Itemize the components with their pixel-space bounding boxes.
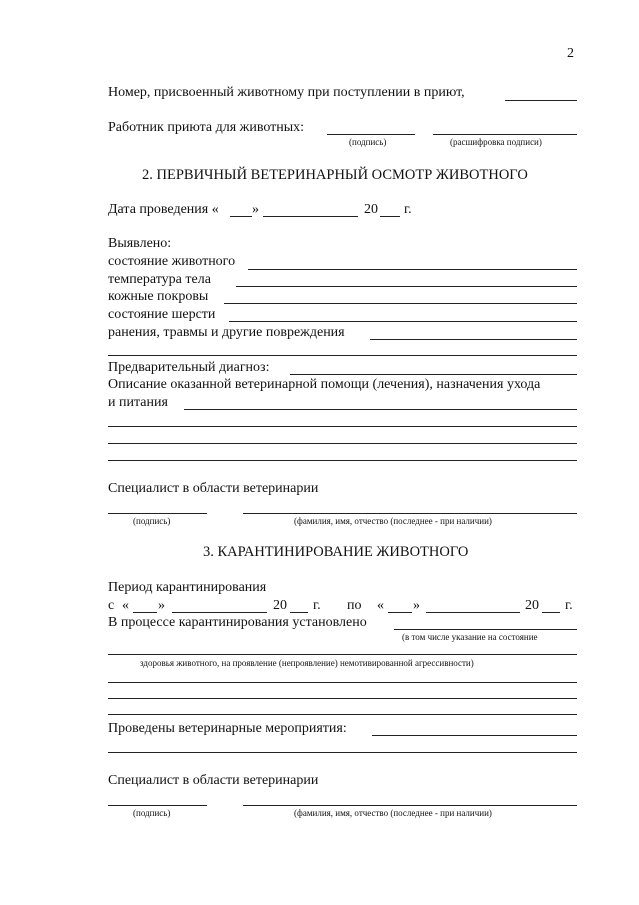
measures-label: Проведены ветеринарные мероприятия: xyxy=(108,721,347,736)
quarantine-to-quote-close: » xyxy=(413,598,420,613)
section2-heading: 2. ПЕРВИЧНЫЙ ВЕТЕРИНАРНЫЙ ОСМОТР ЖИВОТНОГО xyxy=(142,167,528,183)
quarantine-to-year-prefix: 20 xyxy=(525,598,539,613)
skin-field[interactable] xyxy=(224,303,577,304)
measures-field-line2[interactable] xyxy=(108,752,577,753)
worker-signature-caption: (подпись) xyxy=(349,137,387,147)
quarantine-from-year-suffix: г. xyxy=(313,598,321,613)
established-field-line4[interactable] xyxy=(108,698,577,699)
specialist-fio-caption-s3: (фамилия, имя, отчество (последнее - при наличии) xyxy=(294,808,492,818)
fur-field[interactable] xyxy=(229,321,577,322)
treatment-label-line1: Описание оказанной ветеринарной помощи (лечения), назначения ухода xyxy=(108,377,541,392)
specialist-signature-field-s2[interactable] xyxy=(108,513,207,514)
specialist-label-s3: Специалист в области ветеринарии xyxy=(108,773,319,788)
quarantine-from-month-field[interactable] xyxy=(172,612,267,613)
treatment-field-line3[interactable] xyxy=(108,443,577,444)
established-label: В процессе карантинирования установлено xyxy=(108,615,367,630)
quarantine-from-day-field[interactable] xyxy=(133,612,157,613)
quarantine-from-quote-open: « xyxy=(122,598,129,613)
quarantine-to-month-field[interactable] xyxy=(426,612,520,613)
intake-number-label: Номер, присвоенный животному при поступлении в приют, xyxy=(108,85,465,100)
exam-date-quote-close: » xyxy=(252,202,259,217)
established-caption-line2: здоровья животного, на проявление (непроявление) немотивированной агрессивности) xyxy=(140,658,474,668)
specialist-fio-field-s2[interactable] xyxy=(243,513,577,514)
exam-date-month-field[interactable] xyxy=(263,216,358,217)
section3-heading: 3. КАРАНТИНИРОВАНИЕ ЖИВОТНОГО xyxy=(203,544,469,560)
worker-label: Работник приюта для животных: xyxy=(108,120,305,135)
exam-date-year-prefix: 20 xyxy=(364,202,378,217)
established-field[interactable] xyxy=(394,629,577,630)
measures-field[interactable] xyxy=(372,735,577,736)
condition-label: состояние животного xyxy=(108,254,236,269)
specialist-signature-caption-s2: (подпись) xyxy=(133,516,171,526)
worker-signature-field[interactable] xyxy=(327,134,415,135)
established-field-line3[interactable] xyxy=(108,682,577,683)
quarantine-from-quote-close: » xyxy=(158,598,165,613)
treatment-field-line4[interactable] xyxy=(108,460,577,461)
injuries-field[interactable] xyxy=(370,339,577,340)
treatment-field-line2[interactable] xyxy=(108,426,577,427)
intake-number-field[interactable] xyxy=(505,100,577,101)
injuries-label: ранения, травмы и другие повреждения xyxy=(108,325,345,340)
diagnosis-label: Предварительный диагноз: xyxy=(108,360,270,375)
treatment-label-line2: и питания xyxy=(108,395,168,410)
exam-date-label: Дата проведения « xyxy=(108,202,219,217)
condition-field[interactable] xyxy=(248,269,577,270)
quarantine-from-year-prefix: 20 xyxy=(273,598,287,613)
quarantine-to-quote-open: « xyxy=(377,598,384,613)
worker-signature-decoding-caption: (расшифровка подписи) xyxy=(450,137,542,147)
specialist-signature-field-s3[interactable] xyxy=(108,805,207,806)
quarantine-to-year-suffix: г. xyxy=(565,598,573,613)
treatment-field[interactable] xyxy=(184,409,577,410)
page-number: 2 xyxy=(567,46,574,61)
found-label: Выявлено: xyxy=(108,236,172,251)
skin-label: кожные покровы xyxy=(108,289,209,304)
quarantine-to-year-field[interactable] xyxy=(542,612,560,613)
exam-date-year-suffix: г. xyxy=(404,202,412,217)
established-field-line5[interactable] xyxy=(108,714,577,715)
specialist-signature-caption-s3: (подпись) xyxy=(133,808,171,818)
quarantine-from-label: с xyxy=(108,598,115,613)
quarantine-from-year-field[interactable] xyxy=(290,612,308,613)
temperature-label: температура тела xyxy=(108,272,211,287)
diagnosis-field[interactable] xyxy=(290,374,577,375)
quarantine-period-label: Период карантинирования xyxy=(108,580,267,595)
quarantine-to-day-field[interactable] xyxy=(388,612,412,613)
specialist-fio-caption-s2: (фамилия, имя, отчество (последнее - при наличии) xyxy=(294,516,492,526)
specialist-fio-field-s3[interactable] xyxy=(243,805,577,806)
injuries-field-line2[interactable] xyxy=(108,355,577,356)
established-field-line2[interactable] xyxy=(108,654,577,655)
fur-label: состояние шерсти xyxy=(108,307,216,322)
quarantine-to-label: по xyxy=(347,598,362,613)
temperature-field[interactable] xyxy=(236,286,577,287)
exam-date-year-field[interactable] xyxy=(380,216,400,217)
worker-signature-decoding-field[interactable] xyxy=(433,134,577,135)
specialist-label-s2: Специалист в области ветеринарии xyxy=(108,481,319,496)
established-caption: (в том числе указание на состояние xyxy=(402,632,538,642)
exam-date-day-field[interactable] xyxy=(230,216,252,217)
